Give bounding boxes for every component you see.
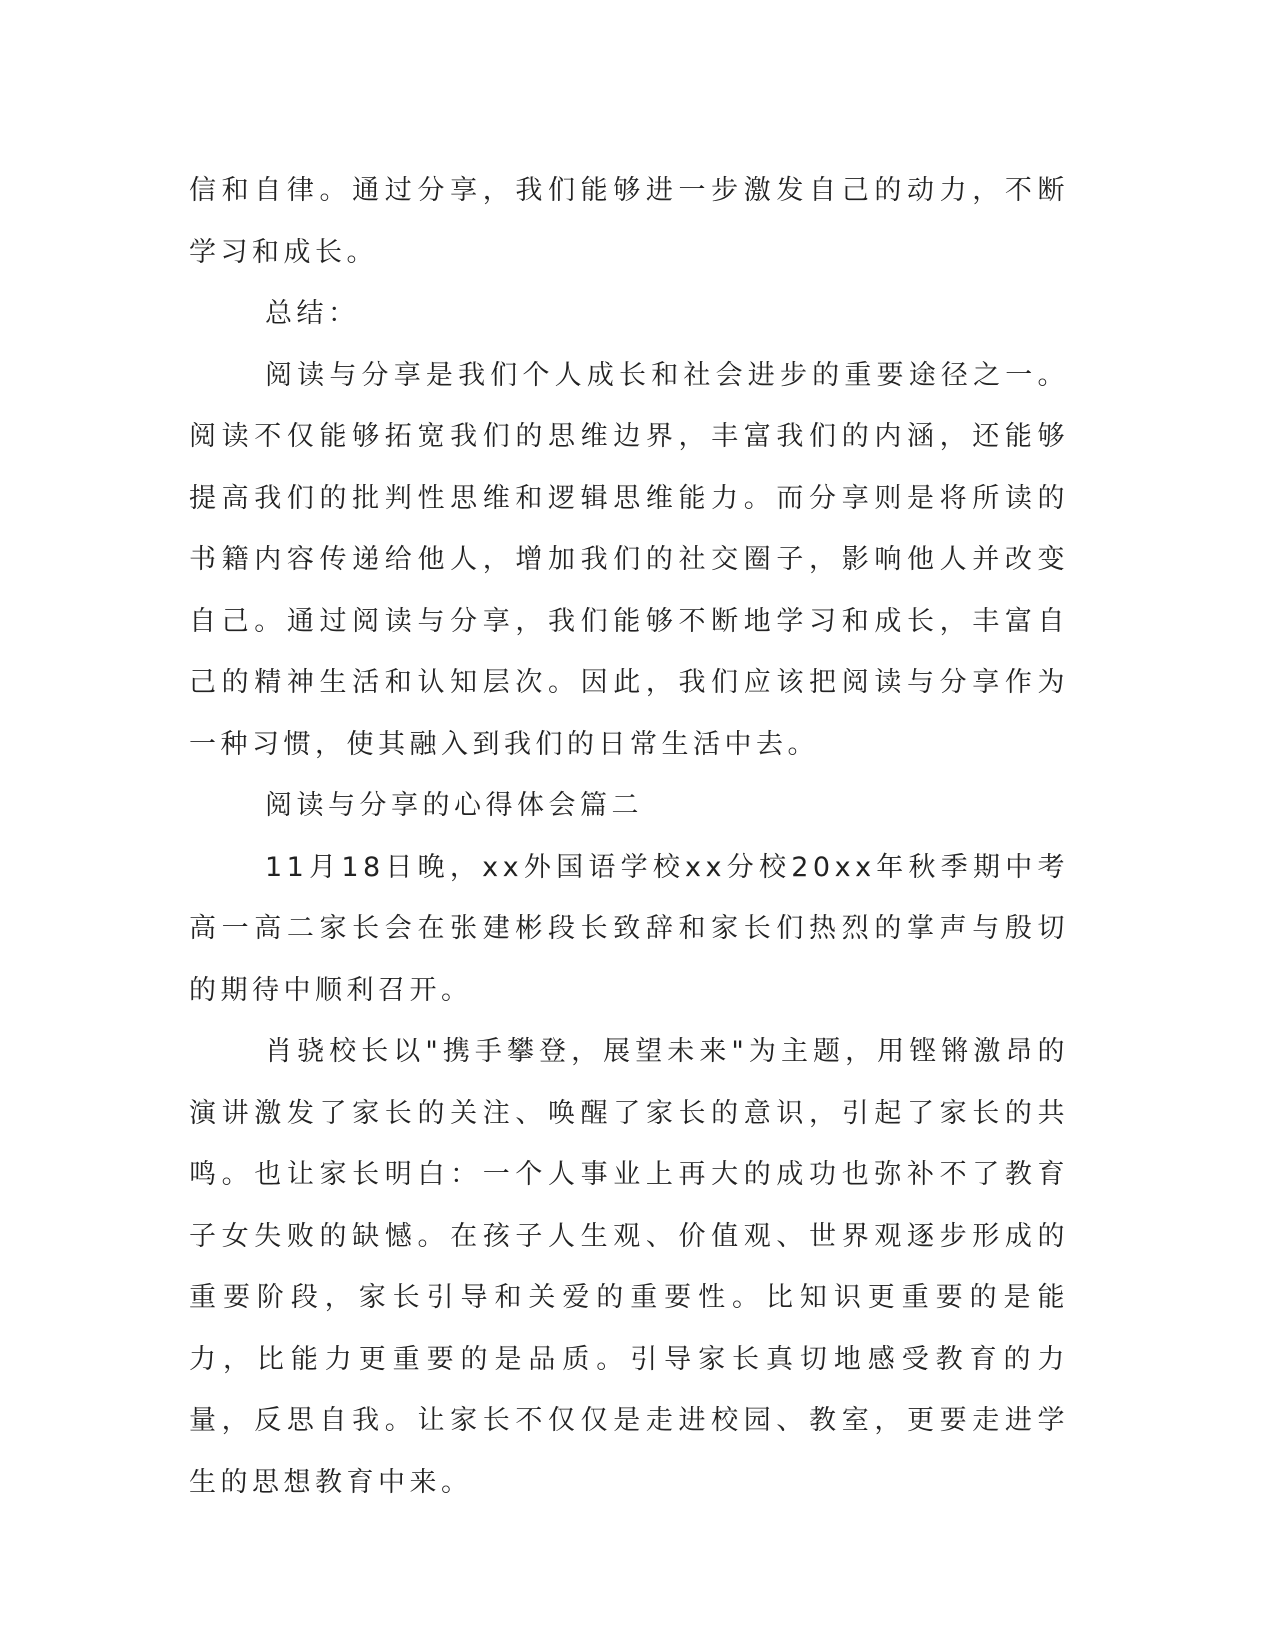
document-body bbox=[189, 160, 1069, 1513]
paragraph-continuation: 信和自律。通过分享，我们能够进一步激发自己的动力，不断学习和成长。 bbox=[189, 175, 1069, 268]
section-title: 阅读与分享的心得体会篇二 bbox=[265, 790, 643, 821]
summary-paragraph: 阅读与分享是我们个人成长和社会进步的重要途径之一。阅读不仅能够拓宽我们的思维边界，丰富我们的内涵，还能够提高我们的批判性思维和逻辑思维能力。而分享则是将所读的书籍内容传递给他人，增加我们的社交圈子，影响他人并改变自己。通过阅读与分享，我们能够不断地学习和成长，丰富自己的精神生活和认知层次。因此，我们应该把阅读与分享作为一种习惯，使其融入到我们的日常生活中去。 bbox=[189, 359, 1069, 760]
summary-heading: 总结： bbox=[265, 298, 360, 329]
principal-speech-paragraph: 肖骁校长以"携手攀登，展望未来"为主题，用铿锵激昂的演讲激发了家长的关注、唤醒了家长的意识，引起了家长的共鸣。也让家长明白：一个人事业上再大的成功也弥补不了教育子女失败的缺憾。在孩子人生观、价值观、世界观逐步形成的重要阶段，家长引导和关爱的重要性。比知识更重要的是能力，比能力更重要的是品质。引导家长真切地感受教育的力量，反思自我。让家长不仅仅是走进校园、教室，更要走进学生的思想教育中来。 bbox=[189, 1036, 1069, 1498]
meeting-paragraph: 11月18日晚，xx外国语学校xx分校20xx年秋季期中考高一高二家长会在张建彬段长致辞和家长们热烈的掌声与殷切的期待中顺利召开。 bbox=[189, 851, 1069, 1006]
